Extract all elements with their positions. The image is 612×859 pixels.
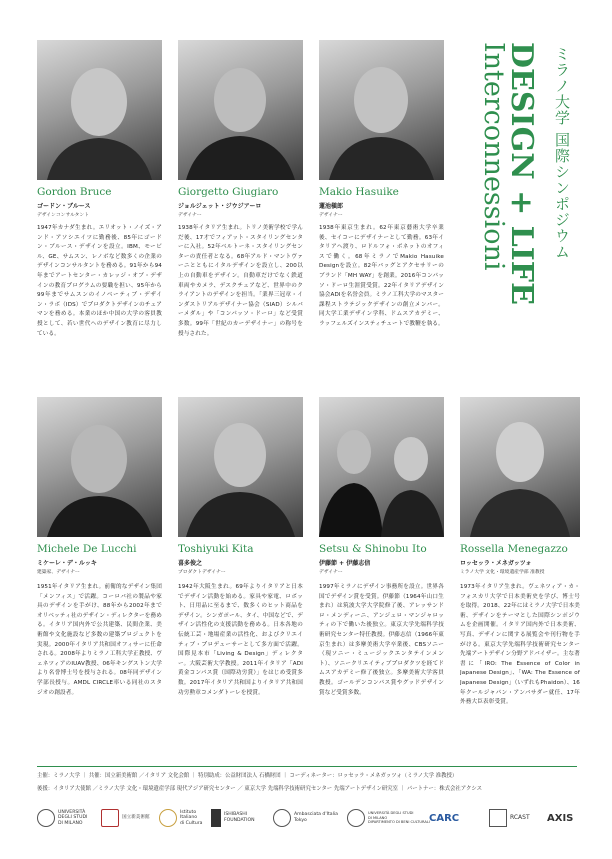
speaker-bio: 1973年イタリア生まれ。ヴェネツィア・カ・フォスカリ大学で日本美術史を学び、博士号を取得。2018、22年にはミラノ大学で日本美術、デザインをテーマとした国際シンポジウムを企画開催。イタリア国内外で日本美術、写真、デザインに関する展覧会や刊行物を手がける。東京大学先端科学技術研究センター先端アートデザイン分野アドバイザー。主な著書に「IRO: The Essence of Color in Japanese Design」、「WA: The Essence of Japanese Design」（いずれもPhaidon）、16年クールジャパン・アンバサダー就任、17年外務大臣表彰受賞。 xyxy=(460,584,580,706)
nact-logo-icon xyxy=(101,809,119,827)
logo-nact: 国立新美術館 xyxy=(101,803,150,833)
speaker-photo-rossella-menegazzo xyxy=(460,397,580,537)
speaker-bio: 1938年イタリア生まれ。トリノ美術学校で学んだ後、17才でフィアット・スタイリングセンターに入社。52年ベルトーネ・スタイリングセンターの責任者となる。68年アルド・マントヴァーニとともにイタルデザインを設立し、200以上の自動車をデザイン。自動車だけでなく鉄道車両やカメラ、デスクチェアなど、世界中のクライアントのデザインを担当。「業界三冠章・インダストリアルデザイナー協会（SIAD）シルバーメダル」や「コンパッソ・ドーロ」など受賞多数。99年「世紀のカーデザイナー」の称号を授与された。 xyxy=(178,225,303,337)
iic-logo-icon xyxy=(159,809,177,827)
speaker-name: Giorgetto Giugiaro xyxy=(178,186,279,198)
speaker-photo-gordon-bruce xyxy=(37,40,162,180)
logo-axis: AXIS xyxy=(547,812,574,824)
logo-ishibashi: ISHIBASHI FOUNDATION xyxy=(211,803,255,833)
speaker-bio: 1938年東京生まれ。62年東京藝術大学卒業後、セイコーにデザイナーとして勤務。63年イタリアへ渡り、ロドルフォ・ボネットのオフィスで働く。68年ミラノでMakio Hasuike Designを設立。82年バッグとアクセサリーのブランド「MH WAY」を創業。2016年コンパッソ・ドーロ生涯賞受賞。22年イタリアデザイン協会ADIを名誉会員。ミラノ工科大学のマスター課程ストラテジックデザインの創立メンバー。同大学工業デザイン学科、ドムスアカデミー、ラッフェルズインスティチュートで教鞭を執る。 xyxy=(319,225,444,327)
speaker-bio: 1997年ミラノにデザイン事務所を設立。世界各国でデザイン賞を受賞。伊藤節（1964年山口生まれ）は筑波大学大学院修了後、アレッサンドロ・メンディーニ、アンジェロ・マンジャロッティの下で働いた後独立。東京大学先端科学技術研究センター特任教授。伊藤志信（1966年東京生まれ）は多摩美術大学卒業後、CBSソニー（現ソニー・ミュージックエンタテインメント）、ソニークリエイティブプロダクツを経てドムスアカデミー修了後独立。多摩美術大学客員教授。ゴールデンコンパス賞やグッドデザイン賞など受賞多数。 xyxy=(319,584,444,696)
portrait-icon xyxy=(319,397,444,537)
ishibashi-logo-icon xyxy=(211,809,221,827)
sponsor-logos xyxy=(37,803,577,833)
logo-rcast: RCAST xyxy=(489,803,530,833)
speaker-kana: ミケーレ・デ・ルッキ xyxy=(37,560,97,567)
portrait-icon xyxy=(460,397,580,537)
portrait-icon xyxy=(178,40,303,180)
speaker-role: 建築家、デザイナー xyxy=(37,570,80,575)
speaker-photo-toshiyuki-kita xyxy=(178,397,303,537)
speaker-role: デザイナー xyxy=(319,570,343,575)
speaker-role: デザイナー xyxy=(319,213,343,218)
speaker-bio: 1951年イタリア生まれ。前衛的なデザイン集団「メンフィス」で活躍。コーロバ社の製品や家具のデザインを手がけ、88年から2002年までオリベッティ社のデザイン・ディレクターを務める。イタリア国内外で公共建築、民間企業、美術館や文化施設など多数の建築プロジェクトを実現。2000年イタリア共和国オフィサーに任命される。2008年よりミラノ工科大学正教授、ヴェネツィアのIUAV教授、06年キングストン大学より名誉博士号を授与される。08年同デザイン学部長授与。AMDL CIRCLE率いる同社のスタジオの創設者。 xyxy=(37,584,162,696)
speaker-role: デザイナー xyxy=(178,213,202,218)
speaker-bio: 1947年カナダ生まれ。エリオット・ノイズ・アンド・アソシエイツに勤務後、85年にゴードン・ブルース・デザインを設立。IBM、モービル、GE、サムスン、レノボなど数多くの企業のデザインコンサルタントを務める。91年から94年までアートセンター・カレッジ・オブ・デザインの教育プログラムの要職を担い、95年から99年までサムスンのイノベーティブ・デザイン・ラボ（IDS）でプロダクトデザインのチェアマンを務める。本業のほか中国の大学の客員教授として、若い世代へのデザイン教育に尽力している。 xyxy=(37,225,162,337)
title-japanese: ミラノ大学 国際シンポジウム xyxy=(553,46,571,260)
speaker-name: Michele De Lucchi xyxy=(37,543,137,555)
footer-supporters: 後援：イタリア大使館 ／ミラノ大学 文化・環境遺産学部 現代アジア研究センター ／ 東京大学 先端科学技術研究センター 先端アートデザイン研究室 ｜ パートナー：株式会社アクシス xyxy=(37,786,482,792)
university-seal-icon xyxy=(37,809,55,827)
portrait-icon xyxy=(319,40,444,180)
speaker-name: Gordon Bruce xyxy=(37,186,112,198)
logo-carc: CARC xyxy=(429,812,460,824)
speaker-name: Setsu & Shinobu Ito xyxy=(319,543,427,555)
speaker-photo-makio-hasuike xyxy=(319,40,444,180)
speaker-kana: ゴードン・ブルース xyxy=(37,203,91,210)
speaker-kana: 喜多俊之 xyxy=(178,560,203,567)
speaker-photo-giorgetto-giugiaro xyxy=(178,40,303,180)
speaker-role: プロダクトデザイナー xyxy=(178,570,226,575)
speaker-kana: ジョルジェット・ジウジアーロ xyxy=(178,203,262,210)
footer-divider xyxy=(37,766,577,767)
rcast-logo-icon xyxy=(489,809,507,827)
speaker-kana: 伊藤節 + 伊藤志信 xyxy=(319,560,371,567)
logo-university-milano: UNIVERSITÀ DEGLI STUDI DI MILANO xyxy=(37,803,87,833)
speaker-name: Rossella Menegazzo xyxy=(460,543,568,555)
footer-organizers: 主催：ミラノ大学 ｜ 共催：国立新美術館 ／イタリア 文化会館 ｜ 特別助成：公益財団法人 石橋財団 ｜ コーディネーター：ロッセッラ・メネガッツォ（ミラノ大学 准教授） xyxy=(37,773,458,779)
speaker-role: ミラノ大学 文化・環境遺産学部 准教授 xyxy=(460,570,545,575)
logo-embassy: Ambasciata d'Italia Tokyo xyxy=(273,803,338,833)
speaker-role: デザインコンサルタント xyxy=(37,213,89,218)
speaker-photo-setsu-shinobu-ito xyxy=(319,397,444,537)
speaker-bio: 1942年大阪生まれ。69年よりイタリアと日本でデザイン活動を始める。家具や家電、ロボット、日用品に至るまで、数多くのヒット商品をデザイン。シンガポール、タイ、中国などで、デザイン活性化の支援活動を務める。日本各地の伝統工芸・地場産業の活性化、およびクリエイティブ・プロデューサーとして多方面で活躍。国際見本市「Living & Design」ディレクター。大阪芸術大学教授。2011年イタリア「ADI黄金コンパス賞（国際功労賞）」をはじめ受賞多数。2017年イタリア共和国よりイタリア共和国功労勲章コメンダトーレを授賞。 xyxy=(178,584,303,696)
speaker-photo-michele-de-lucchi xyxy=(37,397,162,537)
logo-iic: Istituto Italiano di Cultura xyxy=(159,803,202,833)
embassy-emblem-icon xyxy=(273,809,291,827)
portrait-icon xyxy=(37,397,162,537)
department-seal-icon xyxy=(347,809,365,827)
speaker-kana: ロッセッラ・メネガッツォ xyxy=(460,560,532,567)
title-design-life: DESIGN + LIFE xyxy=(504,42,539,305)
portrait-icon xyxy=(178,397,303,537)
speaker-name: Makio Hasuike xyxy=(319,186,399,198)
portrait-icon xyxy=(37,40,162,180)
speaker-kana: 蓮池槇郎 xyxy=(319,203,344,210)
speaker-name: Toshiyuki Kita xyxy=(178,543,254,555)
logo-department: UNIVERSITÀ DEGLI STUDI DI MILANO DIPARTIMENTO DI BENI CULTURALI xyxy=(347,803,430,833)
title-interconnessioni: Interconnessioni xyxy=(478,42,509,271)
